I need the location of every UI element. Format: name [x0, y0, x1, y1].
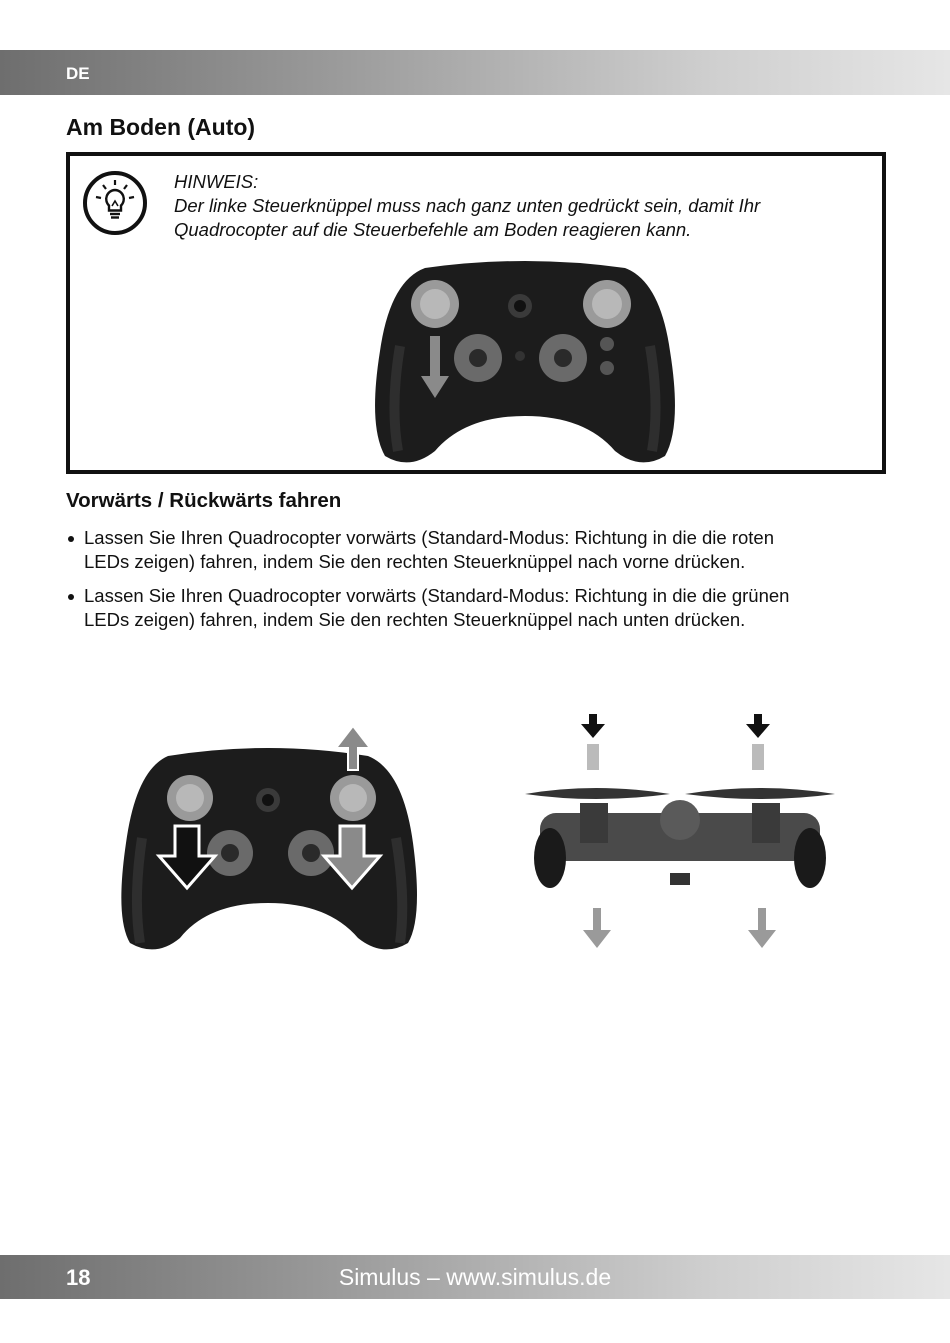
list-item: [66, 584, 886, 632]
section-title-forward-backward: Vorwärts / Rückwärts fahren: [66, 489, 342, 512]
note-line-2: Quadrocopter auf die Steuerbefehle am Boden reagieren kann.: [174, 219, 692, 240]
controller-forward-backward-illustration: [118, 718, 423, 956]
quadrocopter-illustration: [520, 708, 840, 968]
header-band: [0, 50, 950, 95]
section-title-ground: Am Boden (Auto): [66, 114, 256, 140]
instruction-list: [66, 526, 886, 642]
lightbulb-icon: [82, 170, 148, 236]
page-number: 18: [66, 1265, 91, 1290]
note-label: HINWEIS:: [174, 171, 259, 192]
bullet-1-line-1: Lassen Sie Ihren Quadrocopter vorwärts (Standard-Modus: Richtung in die die roten: [84, 527, 775, 548]
bullet-1-line-2: LEDs zeigen) fahren, indem Sie den rechten Steuerknüppel nach vorne drücken.: [84, 551, 746, 572]
bullet-2-line-2: LEDs zeigen) fahren, indem Sie den rechten Steuerknüppel nach unten drücken.: [84, 609, 746, 630]
controller-left-stick-down-illustration: [370, 256, 680, 466]
note-line-1: Der linke Steuerknüppel muss nach ganz unten gedrückt sein, damit Ihr: [174, 195, 761, 216]
bullet-2-line-1: Lassen Sie Ihren Quadrocopter vorwärts (Standard-Modus: Richtung in die die grünen: [84, 585, 790, 606]
footer-website: Simulus – www.simulus.de: [338, 1264, 612, 1290]
note-text: [174, 170, 760, 242]
language-label: DE: [66, 64, 90, 83]
footer-band: [0, 1255, 950, 1299]
list-item: [66, 526, 886, 574]
note-box: [66, 152, 886, 474]
